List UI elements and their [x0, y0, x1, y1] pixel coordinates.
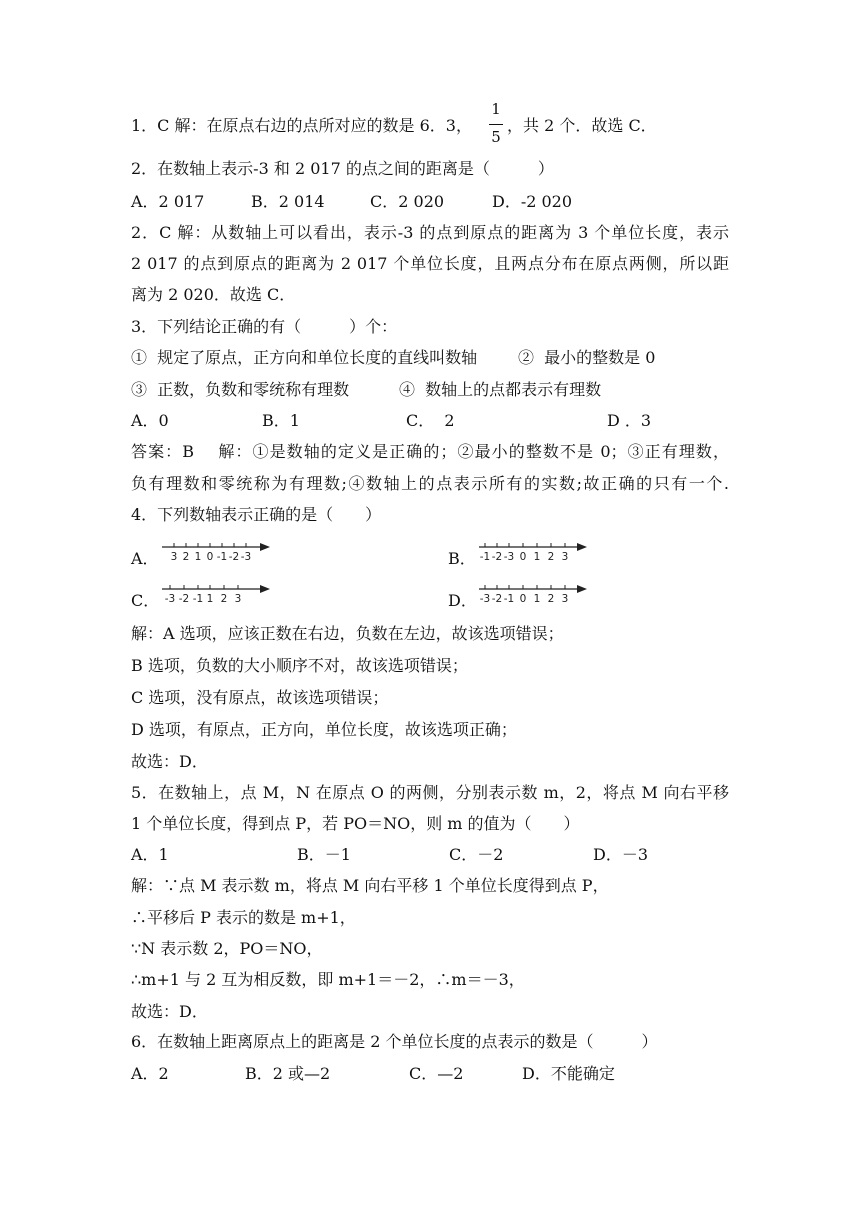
q1-answer-before: 1．C 解：在原点右边的点所对应的数是 6．3，: [131, 116, 472, 135]
axis-tick-label: 0: [519, 593, 527, 605]
q5-solution-line-3: ∵N 表示数 2，PO＝NO，: [131, 939, 323, 958]
axis-tick-label: 0: [206, 551, 214, 563]
q6-option-c: C．—2: [409, 1064, 464, 1083]
axis-tick-label: -2: [491, 551, 503, 563]
axis-tick-label: 1: [206, 593, 214, 605]
q6-stem: 6．在数轴上距离原点上的距离是 2 个单位长度的点表示的数是（ ）: [131, 1032, 658, 1051]
q3-statement-1: ① 规定了原点，正方向和单位长度的直线叫数轴: [131, 348, 478, 367]
q4-option-b-label: B．: [448, 549, 476, 568]
q2-option-c: C．2 020: [370, 192, 445, 211]
q3-option-a: A．0: [131, 411, 169, 430]
q3-statement-4: ④ 数轴上的点都表示有理数: [399, 380, 602, 399]
axis-tick-label: 1: [194, 551, 202, 563]
axis-tick-label: -2: [491, 593, 503, 605]
axis-arrow: [577, 543, 587, 551]
axis-tick-label: 3: [170, 551, 178, 563]
axis-tick-label: 2: [547, 551, 555, 563]
q4-solution-line-4: D 选项，有原点，正方向，单位长度，故该选项正确；: [131, 720, 517, 739]
q2-option-b: B．2 014: [251, 192, 325, 211]
axis-tick-label: 1: [533, 551, 541, 563]
q5-solution-line-5: 故选：D．: [131, 1002, 208, 1021]
q2-answer-line-1: 2．C 解：从数轴上可以看出，表示-3 的点到原点的距离为 3 个单位长度，表示: [131, 223, 729, 242]
q5-stem-line-2: 1 个单位长度，得到点 P，若 PO＝NO，则 m 的值为（ ）: [131, 814, 580, 833]
q5-solution-line-4: ∴m+1 与 2 互为相反数，即 m+1＝－2，∴m＝－3，: [131, 970, 525, 989]
q3-option-b: B．1: [262, 411, 300, 430]
q2-option-a: A．2 017: [131, 192, 205, 211]
axis-tick-label: -3: [503, 551, 515, 563]
q3-stem: 3．下列结论正确的有（ ）个：: [131, 317, 398, 336]
q5-solution-line-1: 解：∵点 M 表示数 m，将点 M 向右平移 1 个单位长度得到点 P，: [131, 876, 609, 895]
axis-tick-label: 2: [547, 593, 555, 605]
q1-fraction-denominator: 5: [491, 128, 501, 146]
q2-answer-line-2: 2 017 的点到原点的距离为 2 017 个单位长度，且两点分布在原点两侧，所以距: [131, 254, 729, 273]
q3-option-c: C． 2: [406, 411, 455, 430]
q5-option-a: A．1: [131, 845, 169, 864]
q2-stem: 2．在数轴上表示-3 和 2 017 的点之间的距离是（ ）: [131, 159, 554, 178]
axis-tick-label: -3: [479, 593, 491, 605]
q5-solution-line-2: ∴平移后 P 表示的数是 m+1，: [131, 908, 356, 927]
q5-option-c: C．－2: [449, 845, 504, 864]
axis-tick-label: 0: [519, 551, 527, 563]
q1-fraction-numerator: 1: [491, 100, 501, 118]
q4-option-d-label: D．: [448, 591, 477, 610]
q1-fraction-bar: [489, 124, 503, 125]
axis-tick-label: 3: [561, 551, 569, 563]
q2-option-d: D．-2 020: [492, 192, 573, 211]
q5-stem-line-1: 5．在数轴上，点 M，N 在原点 O 的两侧，分别表示数 m，2，将点 M 向右平移: [131, 783, 729, 802]
axis-arrow: [577, 585, 587, 593]
q3-answer-line-2: 负有理数和零统称为有理数;④数轴上的点表示所有的实数;故正确的只有一个.: [131, 474, 729, 493]
q1-answer-after: ，共 2 个．故选 C．: [507, 116, 657, 135]
q4-solution-line-5: 故选：D．: [131, 752, 208, 771]
axis-tick-label: 3: [561, 593, 569, 605]
q4-axis-a: [160, 538, 272, 564]
q4-solution-line-2: B 选项，负数的大小顺序不对，故该选项错误；: [131, 656, 468, 675]
q6-option-d: D．不能确定: [522, 1064, 615, 1083]
axis-tick-label: -3: [164, 593, 176, 605]
axis-arrow: [260, 543, 270, 551]
axis-tick-label: -1: [192, 593, 204, 605]
axis-tick-label: -1: [216, 551, 228, 563]
axis-tick-label: -1: [479, 551, 491, 563]
q2-answer-line-3: 离为 2 020．故选 C．: [131, 285, 296, 304]
axis-tick-label: -2: [228, 551, 240, 563]
q4-solution-line-3: C 选项，没有原点，故该选项错误；: [131, 688, 389, 707]
q5-option-b: B．－1: [297, 845, 351, 864]
q6-option-b: B．2 或—2: [245, 1064, 331, 1083]
axis-arrow: [260, 585, 270, 593]
q4-axis-c: [160, 580, 272, 606]
q4-axis-b: [477, 538, 589, 564]
q5-option-d: D．－3: [593, 845, 649, 864]
q4-option-c-label: C．: [131, 591, 160, 610]
axis-tick-label: -1: [503, 593, 515, 605]
q4-axis-d: [477, 580, 589, 606]
q4-stem: 4．下列数轴表示正确的是（ ）: [131, 505, 382, 524]
axis-tick-label: -3: [240, 551, 252, 563]
q3-option-d: D ．3: [607, 411, 652, 430]
q4-option-a-label: A．: [131, 549, 159, 568]
q1-answer-text: [131, 116, 472, 136]
axis-tick-label: 2: [182, 551, 190, 563]
q3-statement-3: ③ 正数，负数和零统称有理数: [131, 380, 350, 399]
q4-solution-line-1: 解：A 选项，应该正数在右边，负数在左边，故该选项错误；: [131, 624, 564, 643]
axis-tick-label: 1: [533, 593, 541, 605]
axis-tick-label: -2: [178, 593, 190, 605]
q3-statement-2: ② 最小的整数是 0: [518, 348, 656, 367]
q3-answer-line-1: 答案：B 解：①是数轴的定义是正确的；②最小的整数不是 0；③正有理数，: [131, 442, 729, 461]
axis-tick-label: 3: [234, 593, 242, 605]
axis-tick-label: 2: [220, 593, 228, 605]
q6-option-a: A．2: [131, 1064, 169, 1083]
